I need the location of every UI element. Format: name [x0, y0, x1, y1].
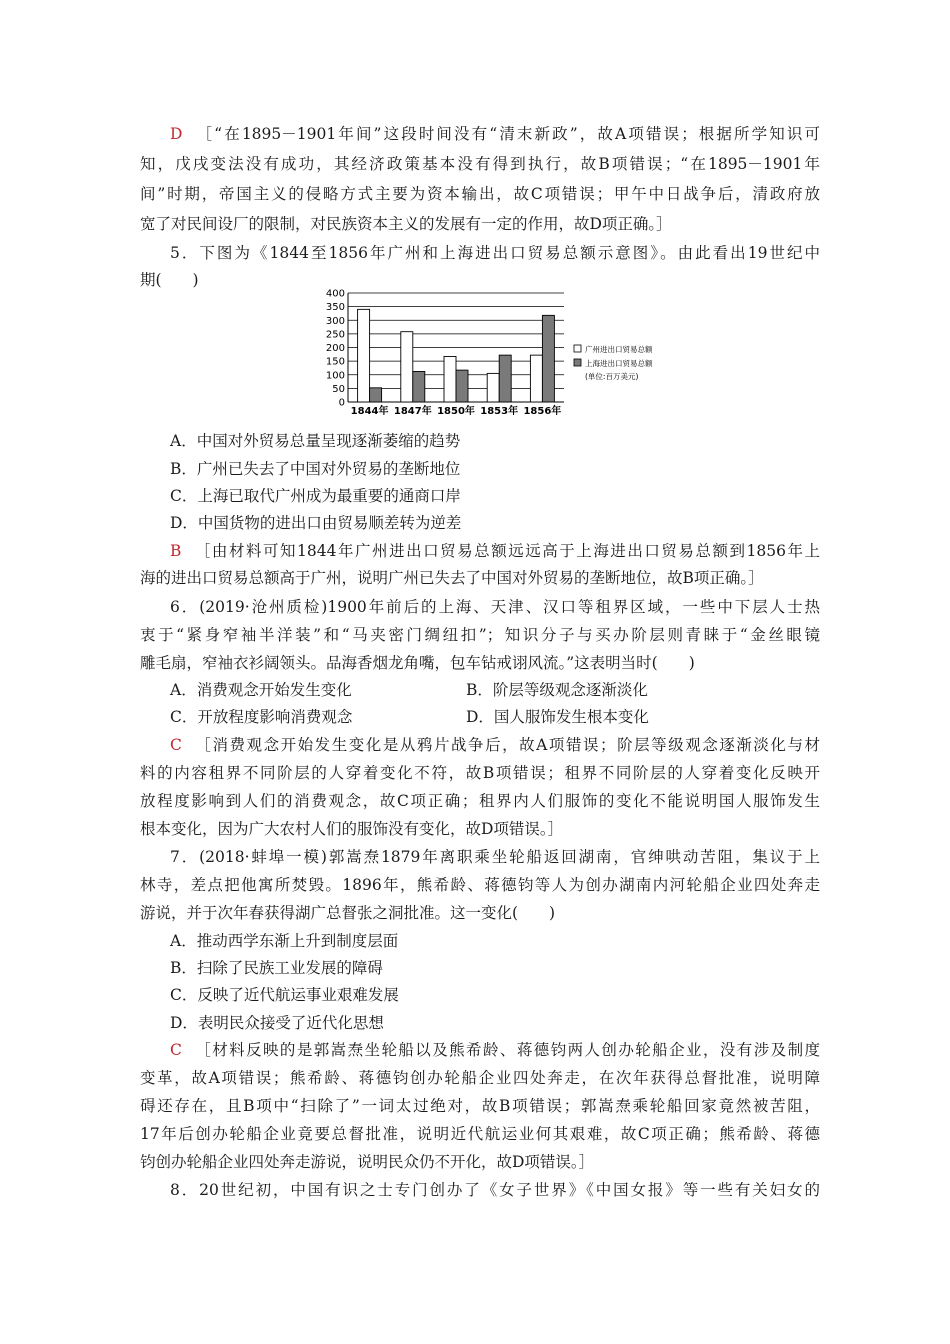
q4-answer-line-1: D ［“在1895－1901年间”这段时间没有“清末新政”，故A项错误；根据所学知识可	[170, 125, 820, 143]
answer-letter: B	[170, 542, 182, 560]
q8-stem-line-1: 8．20世纪初，中国有识之士专门创办了《女子世界》《中国女报》等一些有关妇女的	[170, 1181, 820, 1199]
q6-option-a: A．消费观念开始发生变化	[170, 681, 352, 699]
q7-answer-line-3: 碍还存在，且B项中“扫除了”一词太过绝对，故B项错误；郭嵩焘乘轮船回家竟然被苦阻，	[140, 1097, 820, 1115]
chart-x-ticks	[351, 404, 562, 417]
q7-option-c: C．反映了近代航运事业艰难发展	[170, 986, 399, 1004]
y-tick-label: 350	[325, 302, 345, 314]
q5-stem-line-2: 期( )	[140, 271, 199, 289]
q6-answer-line-1: C ［消费观念开始发生变化是从鸦片战争后，故A项错误；阶层等级观念逐渐淡化与材	[170, 736, 820, 754]
legend-label: 上海进出口贸易总额	[585, 359, 653, 368]
q5-option-a: A．中国对外贸易总量呈现逐渐萎缩的趋势	[170, 432, 461, 450]
y-tick-label: 200	[325, 343, 345, 354]
q7-answer-line-2: 变革，故A项错误；熊希龄、蒋德钧创办轮船企业四处奔走，在次年获得总督批准，说明障	[140, 1069, 820, 1087]
q6-stem-line-3: 雕毛扇，窄袖衣衫阔领头。品海香烟龙角嘴，包车钻戒诩风流。”这表明当时( )	[140, 654, 695, 672]
bar	[358, 309, 370, 402]
q7-stem-line-1: 7．(2018·蚌埠一模)郭嵩焘1879年离职乘坐轮船返回湖南，官绅哄动苦阻，集议于上	[170, 848, 820, 866]
y-tick-label: 300	[325, 315, 345, 327]
q7-answer-line-1: C ［材料反映的是郭嵩焘坐轮船以及熊希龄、蒋德钧两人创办轮船企业，没有涉及制度	[170, 1041, 820, 1059]
q7-answer-line-4: 17年后创办轮船企业竟要总督批准，说明近代航运业何其艰难，故C项正确；熊希龄、蒋德	[140, 1125, 820, 1143]
bar	[487, 373, 499, 402]
q5-option-c: C．上海已取代广州成为最重要的通商口岸	[170, 487, 461, 505]
answer-letter: C	[170, 736, 182, 754]
q7-option-a: A．推动西学东渐上升到制度层面	[170, 932, 399, 950]
legend-swatch	[574, 359, 581, 366]
y-tick-label: 0	[338, 397, 345, 409]
q6-stem-line-2: 衷于“紧身窄袖半洋装”和“马夹密门绸纽扣”；知识分子与买办阶层则青睐于“金丝眼镜	[140, 626, 820, 644]
q5-answer-line-2: 海的进出口贸易总额高于广州，说明广州已失去了中国对外贸易的垄断地位，故B项正确。］	[140, 569, 764, 587]
q7-option-b: B．扫除了民族工业发展的障碍	[170, 959, 383, 977]
chart-legend	[574, 344, 653, 381]
q6-answer-line-3: 放程度影响到人们的消费观念，故C项正确；租界内人们服饰的变化不能说明国人服饰发生	[140, 792, 820, 810]
q6-stem-line-1: 6．(2019·沧州质检)1900年前后的上海、天津、汉口等租界区域，一些中下层人士热	[170, 598, 820, 616]
bar	[401, 332, 413, 402]
q5-stem-line-1: 5．下图为《1844至1856年广州和上海进出口贸易总额示意图》。由此看出19世纪中	[170, 244, 820, 262]
q4-answer-line-3: 间”时期，帝国主义的侵略方式主要为资本输出，故C项错误；甲午中日战争后，清政府放	[140, 185, 820, 203]
q6-option-c: C．开放程度影响消费观念	[170, 708, 353, 726]
answer-letter: C	[170, 1041, 182, 1059]
legend-label: 广州进出口贸易总额	[585, 345, 653, 354]
q4-answer-line-2: 知，戊戌变法没有成功，其经济政策基本没有得到执行，故B项错误；“在1895－1901年	[140, 155, 820, 173]
bar	[413, 371, 425, 402]
y-tick-label: 50	[332, 383, 345, 395]
legend-swatch	[574, 345, 581, 352]
bar	[530, 355, 542, 402]
q7-option-d: D．表明民众接受了近代化思想	[170, 1014, 384, 1032]
q7-stem-line-3: 游说，并于次年春获得湖广总督张之洞批准。这一变化( )	[140, 904, 556, 922]
x-tick-label: 1853年	[480, 406, 519, 417]
y-tick-label: 100	[325, 370, 345, 382]
unit-note: (单位:百万美元)	[585, 372, 639, 381]
trade-bar-chart	[316, 287, 696, 422]
q7-stem-line-2: 林寺，差点把他寓所焚毁。1896年，熊希龄、蒋德钧等人为创办湖南内河轮船企业四处奔走	[140, 876, 820, 894]
y-tick-label: 150	[325, 356, 345, 368]
chart-y-ticks	[326, 289, 345, 409]
bar	[499, 355, 511, 402]
q7-answer-line-5: 钧创办轮船企业四处奔走游说，说明民众仍不开化，故D项错误。］	[140, 1153, 595, 1171]
bar	[456, 370, 468, 402]
x-tick-label: 1856年	[523, 406, 562, 417]
q5-option-b: B．广州已失去了中国对外贸易的垄断地位	[170, 460, 461, 478]
bar	[370, 388, 382, 402]
y-tick-label: 400	[325, 288, 345, 300]
x-tick-label: 1844年	[350, 406, 389, 417]
q4-answer-line-4: 宽了对民间设厂的限制，对民族资本主义的发展有一定的作用，故D项正确。］	[140, 215, 672, 233]
q6-option-b: B．阶层等级观念逐渐淡化	[466, 681, 648, 699]
bar	[444, 356, 456, 402]
q6-answer-line-2: 料的内容租界不同阶层的人穿着变化不符，故B项错误；租界不同阶层的人穿着变化反映开	[140, 764, 820, 782]
bar	[542, 315, 554, 402]
x-tick-label: 1850年	[437, 406, 475, 417]
q6-option-d: D．国人服饰发生根本变化	[466, 708, 649, 726]
x-tick-label: 1847年	[393, 406, 432, 417]
q5-answer-line-1: B ［由材料可知1844年广州进出口贸易总额远远高于上海进出口贸易总额到1856年上	[170, 542, 820, 560]
q5-option-d: D．中国货物的进出口由贸易顺差转为逆差	[170, 514, 462, 532]
y-tick-label: 250	[325, 329, 345, 341]
answer-letter: D	[170, 125, 183, 143]
q6-answer-line-4: 根本变化，因为广大农村人们的服饰没有变化，故D项错误。］	[140, 820, 564, 838]
